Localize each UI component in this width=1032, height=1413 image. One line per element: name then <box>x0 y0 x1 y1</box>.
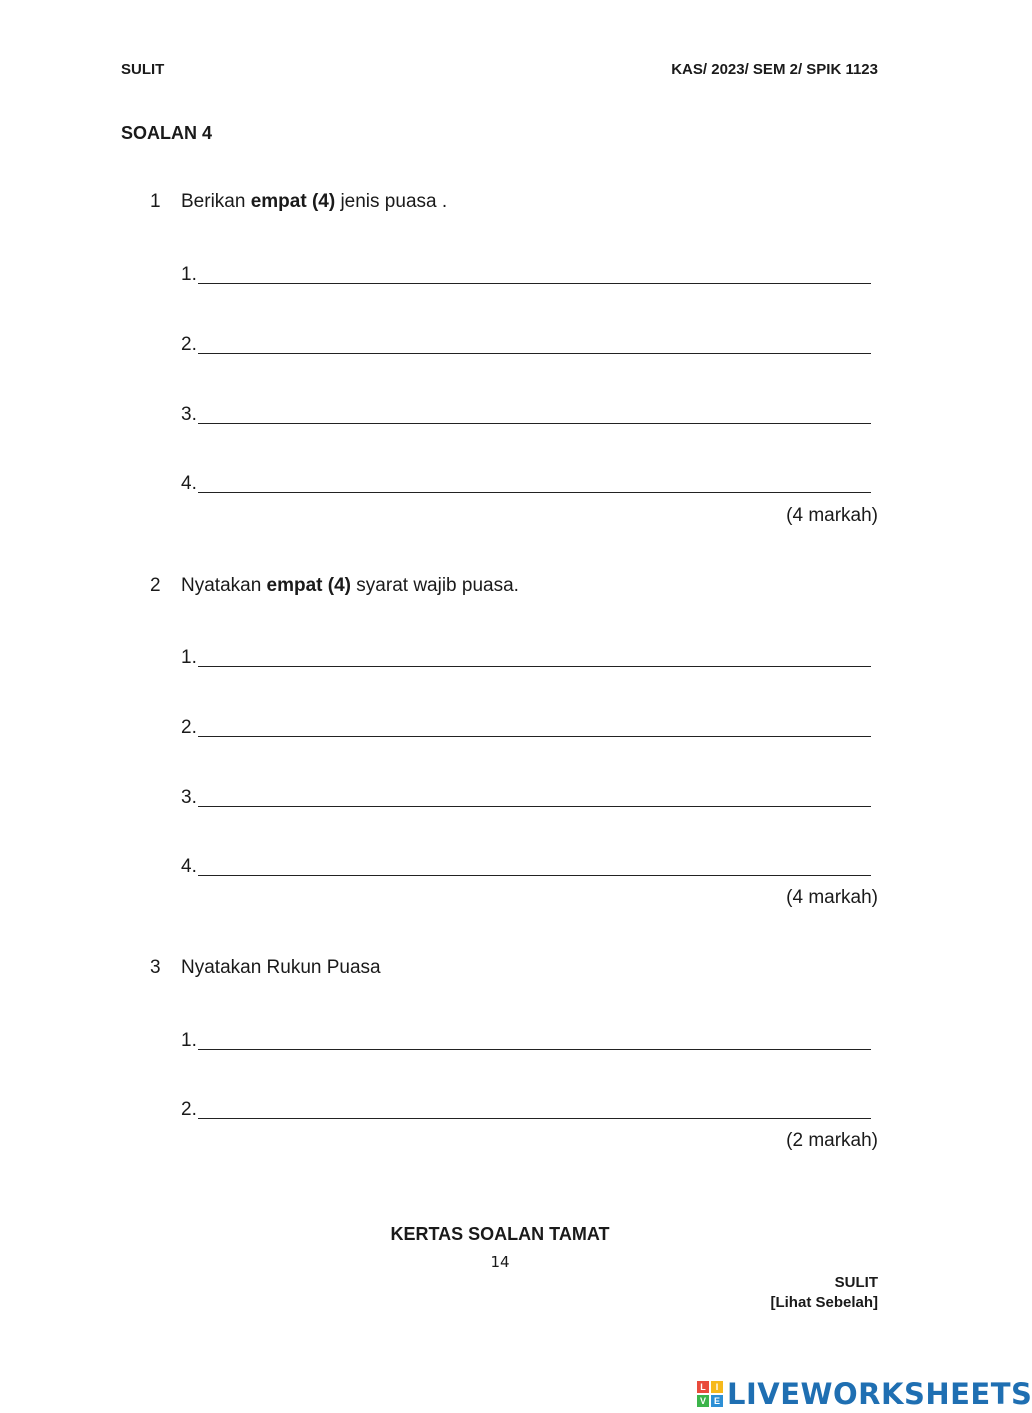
answer-number: 2. <box>181 717 197 738</box>
question-1-number: 1 <box>150 191 161 212</box>
section-title: SOALAN 4 <box>121 123 213 143</box>
question-1-text: Berikan empat (4) jenis puasa . <box>181 191 448 212</box>
answer-line[interactable] <box>198 806 871 807</box>
logo-block: L <box>697 1381 709 1393</box>
question-2-answer-3[interactable] <box>181 783 871 807</box>
answer-number: 3. <box>181 404 197 425</box>
answer-line[interactable] <box>198 492 871 493</box>
footer-sulit-label: SULIT <box>834 1274 878 1291</box>
answer-line[interactable] <box>198 1049 871 1050</box>
question-1-answer-1[interactable] <box>181 260 871 284</box>
question-1-answer-4[interactable] <box>181 469 871 493</box>
header-left-label: SULIT <box>121 61 165 78</box>
question-2-answer-2[interactable] <box>181 713 871 737</box>
end-of-paper-title: KERTAS SOALAN TAMAT <box>390 1224 610 1244</box>
page-number: 14 <box>490 1253 510 1271</box>
answer-number: 4. <box>181 473 197 494</box>
answer-number: 2. <box>181 1099 197 1120</box>
answer-line[interactable] <box>198 666 871 667</box>
question-3-text: Nyatakan Rukun Puasa <box>181 957 381 978</box>
question-3-answer-2[interactable] <box>181 1095 871 1119</box>
header-right-code: KAS/ 2023/ SEM 2/ SPIK 1123 <box>671 61 878 78</box>
question-1-answer-3[interactable] <box>181 400 871 424</box>
question-2-number: 2 <box>150 575 161 596</box>
question-1-marks: (4 markah) <box>786 505 878 526</box>
answer-number: 4. <box>181 856 197 877</box>
question-2-text: Nyatakan empat (4) syarat wajib puasa. <box>181 575 519 596</box>
answer-line[interactable] <box>198 283 871 284</box>
answer-number: 2. <box>181 334 197 355</box>
question-2-answer-4[interactable] <box>181 852 871 876</box>
question-3-answer-1[interactable] <box>181 1026 871 1050</box>
logo-text: LIVEWORKSHEETS <box>727 1377 1032 1411</box>
answer-line[interactable] <box>198 736 871 737</box>
question-2-answer-1[interactable] <box>181 643 871 667</box>
liveworksheets-logo[interactable] <box>697 1377 1032 1411</box>
footer-next-page-note: [Lihat Sebelah] <box>770 1294 878 1311</box>
answer-line[interactable] <box>198 1118 871 1119</box>
question-1-answer-2[interactable] <box>181 330 871 354</box>
logo-block: V <box>697 1395 709 1407</box>
answer-number: 3. <box>181 787 197 808</box>
answer-number: 1. <box>181 647 197 668</box>
question-3-marks: (2 markah) <box>786 1130 878 1151</box>
answer-number: 1. <box>181 264 197 285</box>
answer-line[interactable] <box>198 353 871 354</box>
answer-line[interactable] <box>198 875 871 876</box>
question-2-marks: (4 markah) <box>786 887 878 908</box>
answer-number: 1. <box>181 1030 197 1051</box>
logo-block: E <box>711 1395 723 1407</box>
question-3-number: 3 <box>150 957 161 978</box>
logo-blocks-icon <box>697 1381 723 1407</box>
answer-line[interactable] <box>198 423 871 424</box>
logo-block: I <box>711 1381 723 1393</box>
